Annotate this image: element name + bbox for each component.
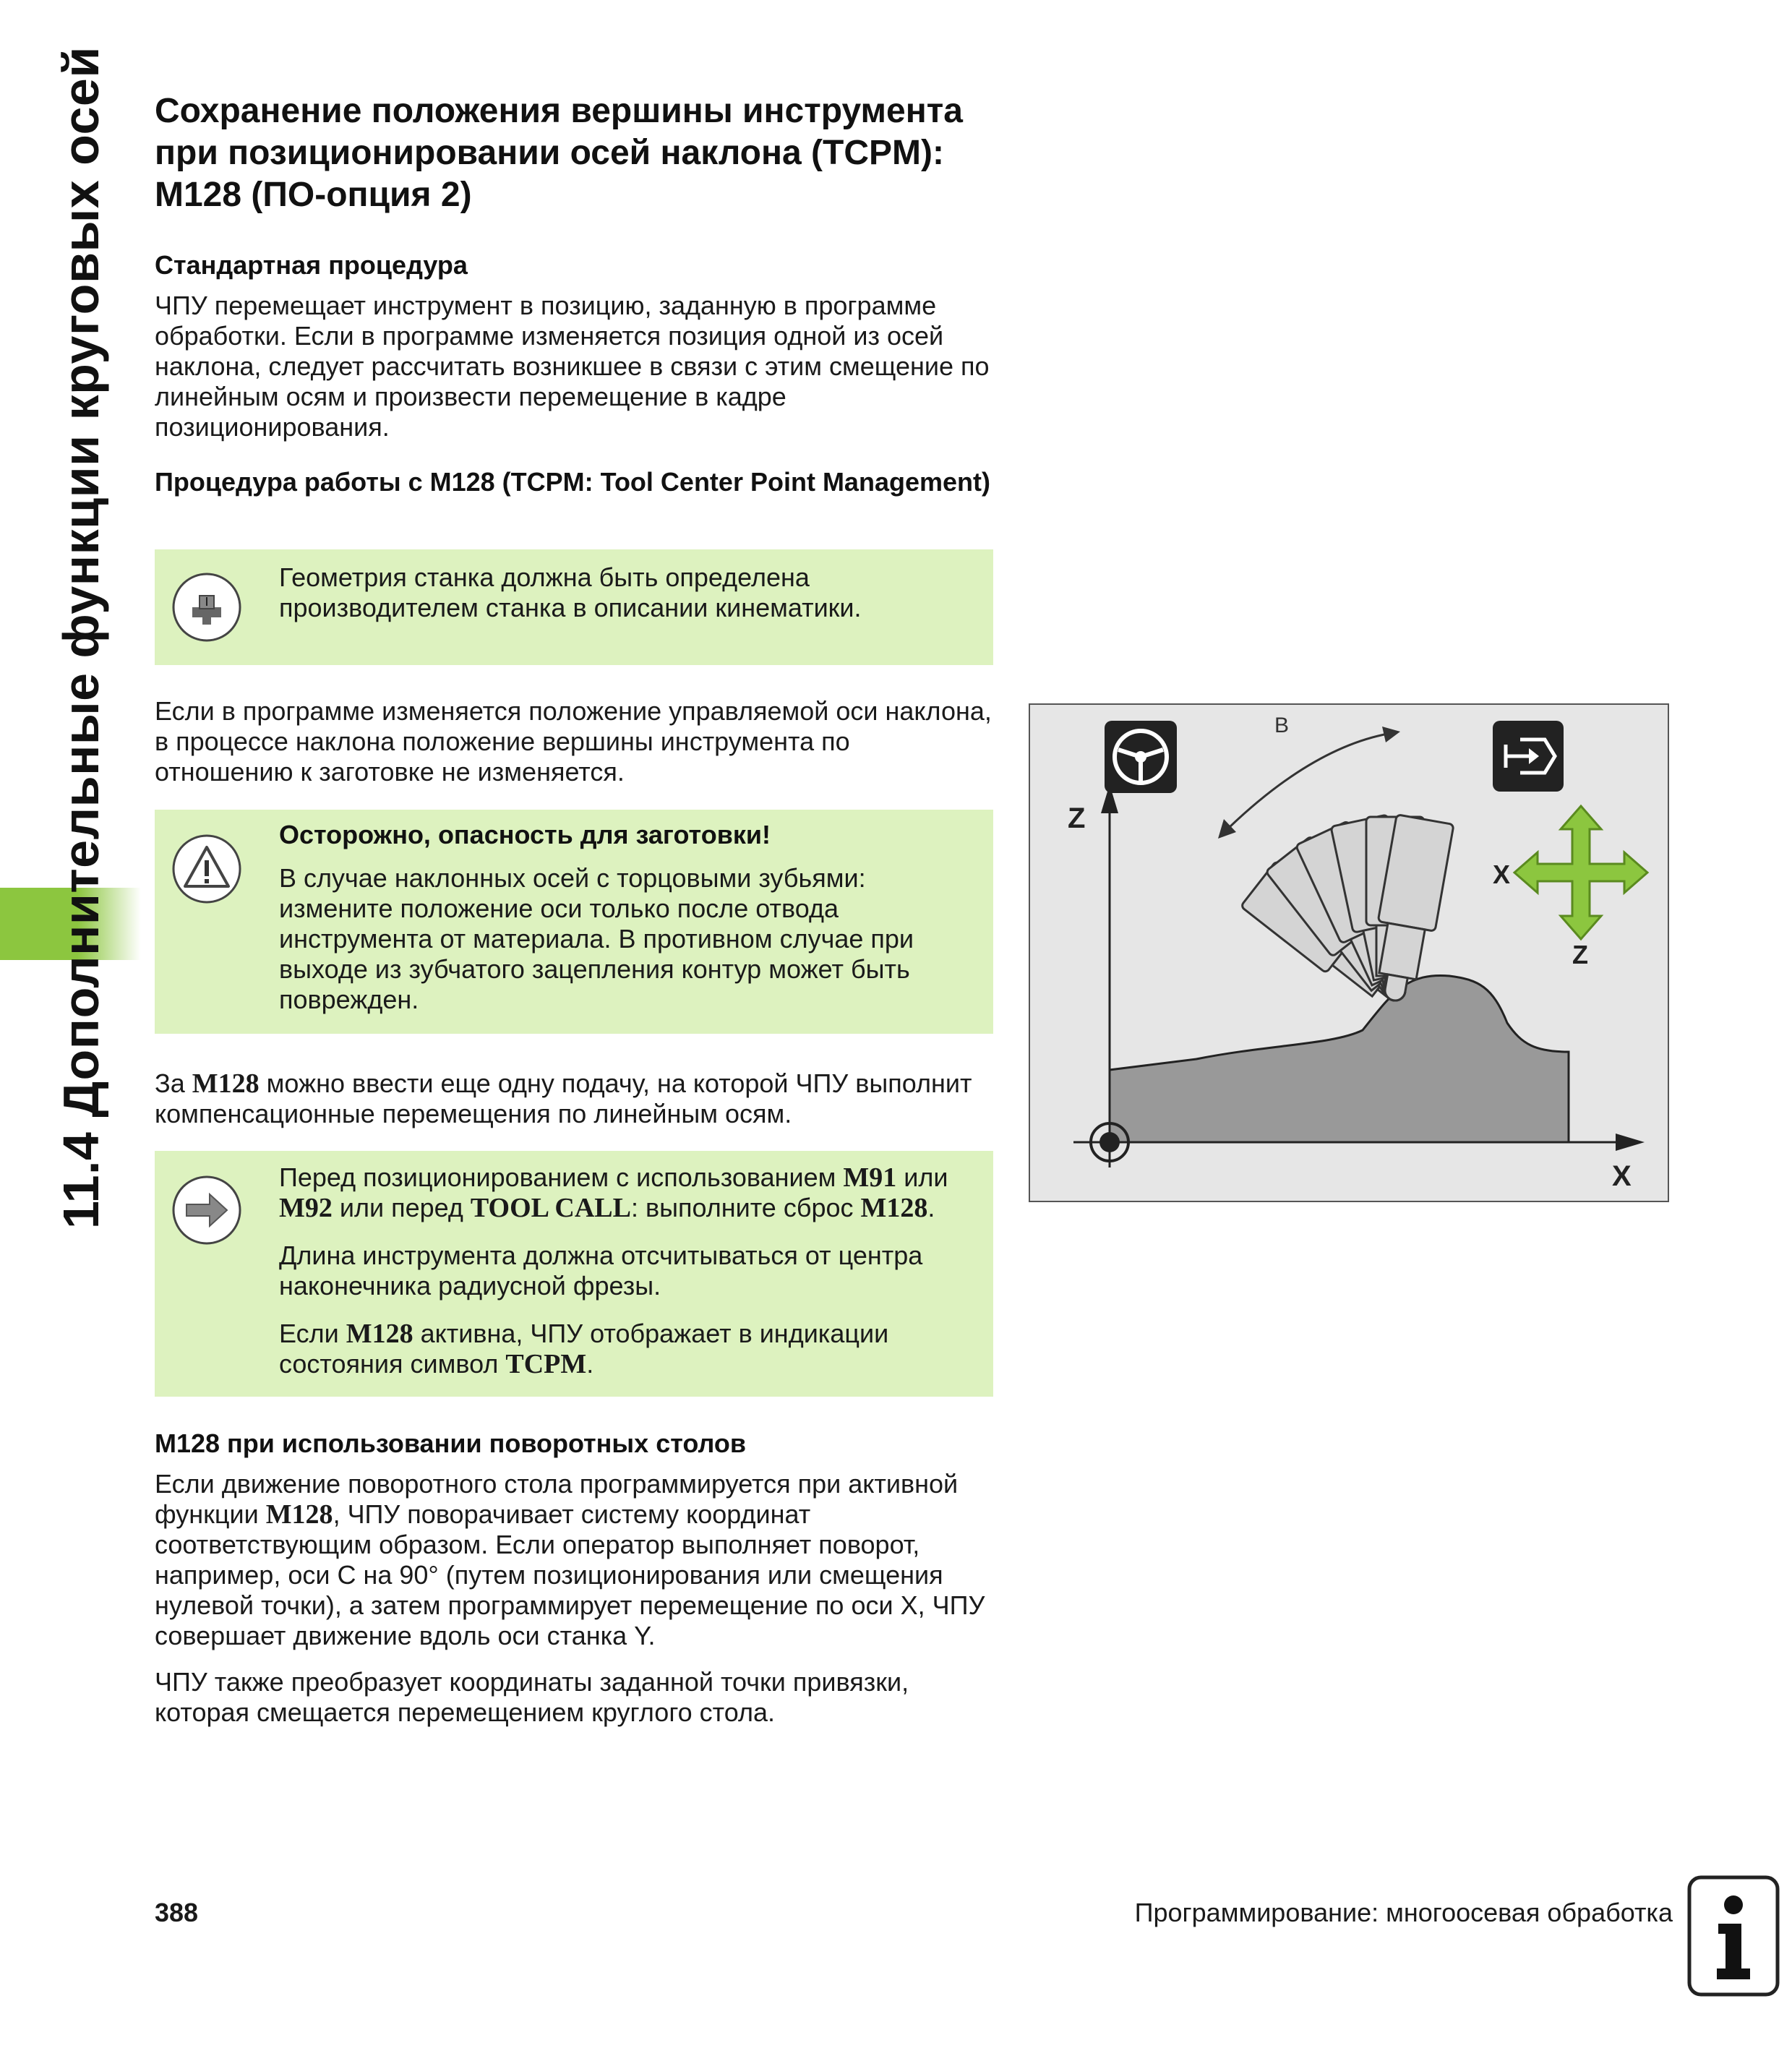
note-machine-box	[155, 549, 993, 665]
warning-icon	[171, 833, 243, 905]
b-axis-arc	[1229, 734, 1388, 828]
paragraph-1-text: Если в программе изменяется положение управляемой оси наклона, в процессе наклона положение вершины инструмента по отношению к заготовке не изменяется.	[155, 696, 992, 787]
program-run-icon	[1493, 721, 1564, 792]
section-standard-title: Стандартная процедура	[155, 250, 468, 280]
side-chapter-title: 11.4 Дополнительные функции круговых осей	[53, 46, 109, 1229]
section-m128	[155, 467, 993, 497]
section-standard	[155, 250, 993, 442]
paragraph-1	[155, 696, 993, 787]
workpiece-shape	[1110, 975, 1569, 1142]
section-m128-title: Процедура работы с M128 (TCPM: Tool Center Point Management)	[155, 467, 990, 497]
footer-chapter: Программирование: многоосевая обработка	[1134, 1898, 1673, 1927]
section-rotary-tables	[155, 1428, 993, 1728]
x-axis-arrow	[1616, 1134, 1645, 1151]
jog-z-label: Z	[1572, 940, 1588, 969]
warning-title: Осторожно, опасность для заготовки!	[279, 820, 771, 849]
warning-box	[155, 810, 993, 1034]
steering-wheel-icon	[1105, 721, 1177, 793]
tcpm-figure	[1029, 703, 1669, 1202]
main-column	[155, 90, 993, 216]
machine-icon	[171, 571, 243, 643]
arrow-right-icon	[171, 1174, 243, 1246]
tip-text-3: Если M128 активна, ЧПУ отображает в индикации состояния символ TCPM.	[279, 1319, 889, 1379]
origin-dot	[1099, 1132, 1120, 1152]
page-heading: Сохранение положения вершины инструмента при позиционировании осей наклона (TCPM): M128 (ПО-опция 2)	[155, 92, 963, 214]
z-axis-label: Z	[1068, 802, 1086, 834]
warning-text: В случае наклонных осей с торцовыми зубьями: измените положение оси только после отвода инструмента от материала. В противном случае при выходе из зубчатого зацепления контур может быть поврежден.	[279, 863, 914, 1014]
tip-text-1: Перед позиционированием с использованием M91 или M92 или перед TOOL CALL: выполните сброс M128.	[279, 1162, 948, 1223]
jog-x-label: X	[1493, 860, 1511, 889]
paragraph-2-post: можно ввести еще одну подачу, на которой ЧПУ выполнит компенсационные перемещения по линейным осям.	[155, 1068, 972, 1128]
x-axis-label: X	[1612, 1160, 1632, 1192]
paragraph-2-code: M128	[192, 1068, 260, 1099]
tip-box	[155, 1151, 993, 1397]
section-rotary-title: M128 при использовании поворотных столов	[155, 1428, 746, 1458]
section-standard-text: ЧПУ перемещает инструмент в позицию, заданную в программе обработки. Если в программе изменяется позиция одной из осей наклона, следует рассчитать возникшее в связи с этим смещение по линейным осям и произвести перемещение в кадре позиционирования.	[155, 291, 990, 442]
tip-text-2: Длина инструмента должна отсчитываться от центра наконечника радиусной фрезы.	[279, 1241, 923, 1301]
paragraph-2-pre: За	[155, 1068, 192, 1098]
b-axis-label: B	[1274, 714, 1290, 737]
info-icon	[1686, 1875, 1780, 1997]
jog-arrows-icon	[1514, 806, 1647, 939]
section-rotary-text-2: ЧПУ также преобразует координаты заданной точки привязки, которая смещается перемещением круглого стола.	[155, 1667, 909, 1727]
b-arc-arrow-right	[1382, 727, 1400, 742]
section-rotary-text-1: Если движение поворотного стола программируется при активной функции M128, ЧПУ поворачивает систему координат соответствующим образом. Если оператор выполняет поворот, например, оси C на 90° (путем позиционирования или смещения нулевой точки), а затем программирует перемещение по оси X, ЧПУ совершает движение вдоль оси станка Y.	[155, 1469, 985, 1650]
paragraph-2	[155, 1068, 993, 1129]
tcpm-diagram	[1030, 705, 1668, 1201]
page-number: 388	[155, 1898, 199, 1927]
note-machine-text: Геометрия станка должна быть определена производителем станка в описании кинематики.	[279, 562, 862, 622]
